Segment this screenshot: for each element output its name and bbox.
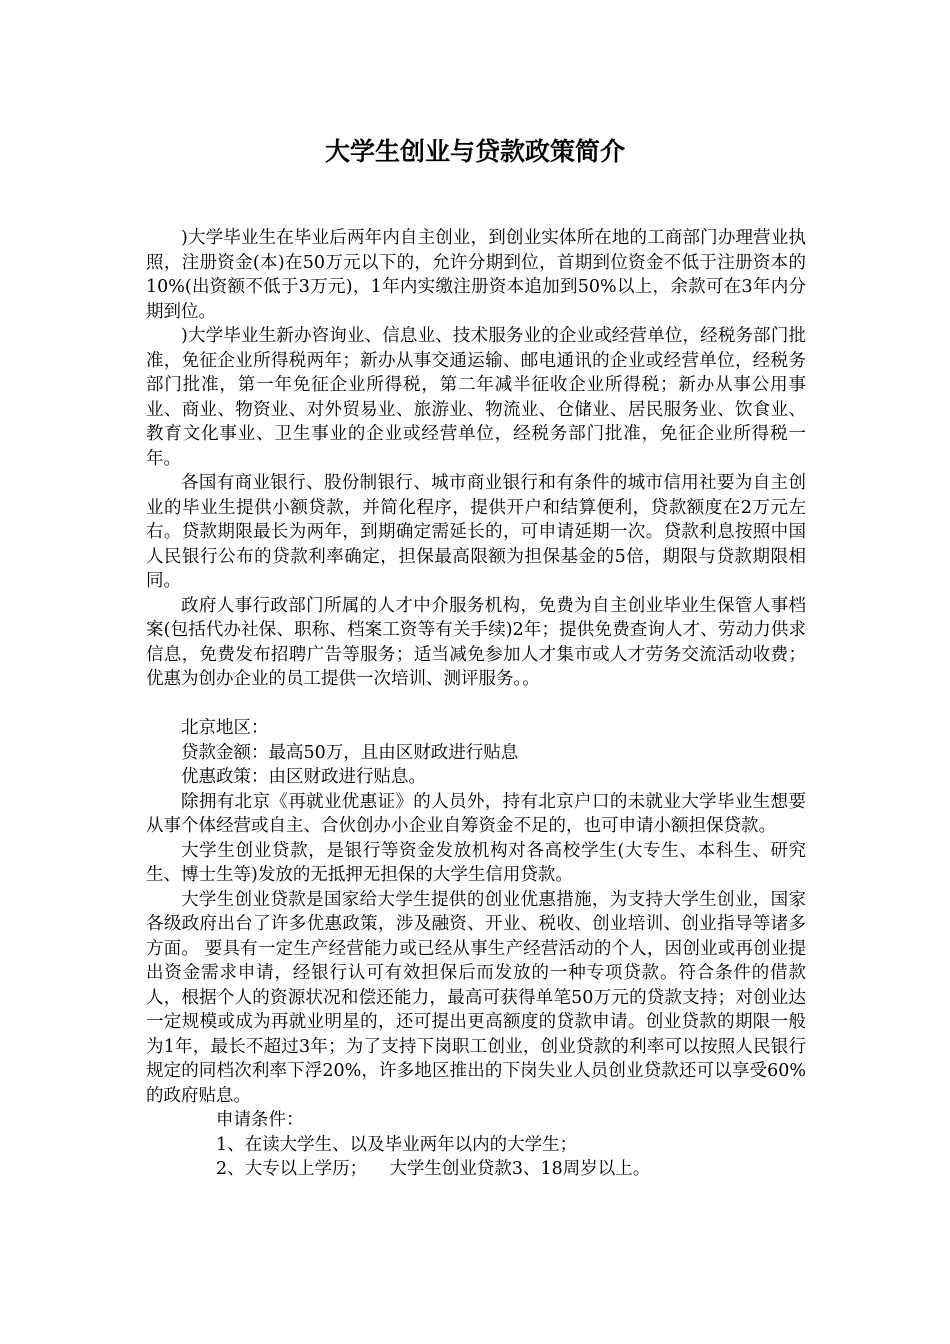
paragraph-beijing-eligibility: 除拥有北京《再就业优惠证》的人员外，持有北京户口的未就业大学毕业生想要从事个体经营或自主、合伙创办小企业自筹资金不足的，也可申请小额担保贷款。: [146, 791, 806, 836]
paragraph-tax-exemption: )大学毕业生新办咨询业、信息业、技术服务业的企业或经营单位，经税务部门批准，免征企业所得税两年；新办从事交通运输、邮电通讯的企业或经营单位，经税务部门批准，第一年免征企业所得税，第二年减半征收企业所得税；新办从事公用事业、商业、物资业、对外贸易业、旅游业、物流业、仓储业、居民服务业、饮食业、教育文化事业、卫生事业的企业或经营单位，经税务部门批准，免征企业所得税一年。: [146, 326, 806, 469]
condition-item: 2、大专以上学历； 大学生创业贷款3、18周岁以上。: [216, 1159, 651, 1179]
document-title: 大学生创业与贷款政策简介: [324, 137, 625, 166]
condition-item: 1、在读大学生、以及毕业两年以内的大学生；: [216, 1134, 578, 1155]
conditions-heading: 申请条件：: [216, 1110, 304, 1130]
paragraph-registered-capital: )大学毕业生在毕业后两年内自主创业，到创业实体所在地的工商部门办理营业执照，注册资金(本)在50万元以下的，允许分期到位，首期到位资金不低于注册资本的10%(出资额不低于3万元)，1年内实缴注册资本追加到50%以上，余款可在3年内分期到位。: [146, 228, 806, 322]
paragraph-bank-loans: 各国有商业银行、股份制银行、城市商业银行和有条件的城市信用社要为自主创业的毕业生提供小额贷款，并简化程序，提供开户和结算便利，贷款额度在2万元左右。贷款期限最长为两年，到期确定需延长的，可申请延期一次。贷款利息按照中国人民银行公布的贷款利率确定，担保最高限额为担保基金的5倍，期限与贷款期限相同。: [146, 473, 806, 591]
blank-line: [146, 692, 806, 717]
document-body: [146, 226, 806, 1182]
beijing-preferential-policy: 优惠政策：由区财政进行贴息。: [181, 767, 426, 787]
paragraph-student-loan-definition: 大学生创业贷款，是银行等资金发放机构对各高校学生(大专生、本科生、研究生、博士生等)发放的无抵押无担保的大学生信用贷款。: [146, 840, 806, 885]
beijing-region-label: 北京地区：: [181, 718, 269, 738]
paragraph-student-loan-policy: 大学生创业贷款是国家给大学生提供的创业优惠措施，为支持大学生创业，国家各级政府出台了许多优惠政策，涉及融资、开业、税收、创业培训、创业指导等诸多方面。 要具有一定生产经营能力或已经从事生产经营活动的个人，因创业或再创业提出资金需求申请，经银行认可有效担保后而发放的一种专项贷款。符合条件的借款人，根据个人的资源状况和偿还能力，最高可获得单笔50万元的贷款支持；对创业达一定规模或成为再就业明星的，还可提出更高额度的贷款申请。创业贷款的期限一般为1年，最长不超过3年；为了支持下岗职工创业，创业贷款的利率可以按照人民银行规定的同档次利率下浮20%，许多地区推出的下岗失业人员创业贷款还可以享受60%的政府贴息。: [146, 889, 806, 1106]
paragraph-talent-services: 政府人事行政部门所属的人才中介服务机构，免费为自主创业毕业生保管人事档案(包括代办社保、职称、档案工资等有关手续)2年；提供免费查询人才、劳动力供求信息，免费发布招聘广告等服务；适当减免参加人才集市或人才劳务交流活动收费；优惠为创办企业的员工提供一次培训、测评服务。。: [146, 595, 806, 689]
beijing-loan-amount: 贷款金额：最高50万，且由区财政进行贴息: [181, 742, 519, 763]
